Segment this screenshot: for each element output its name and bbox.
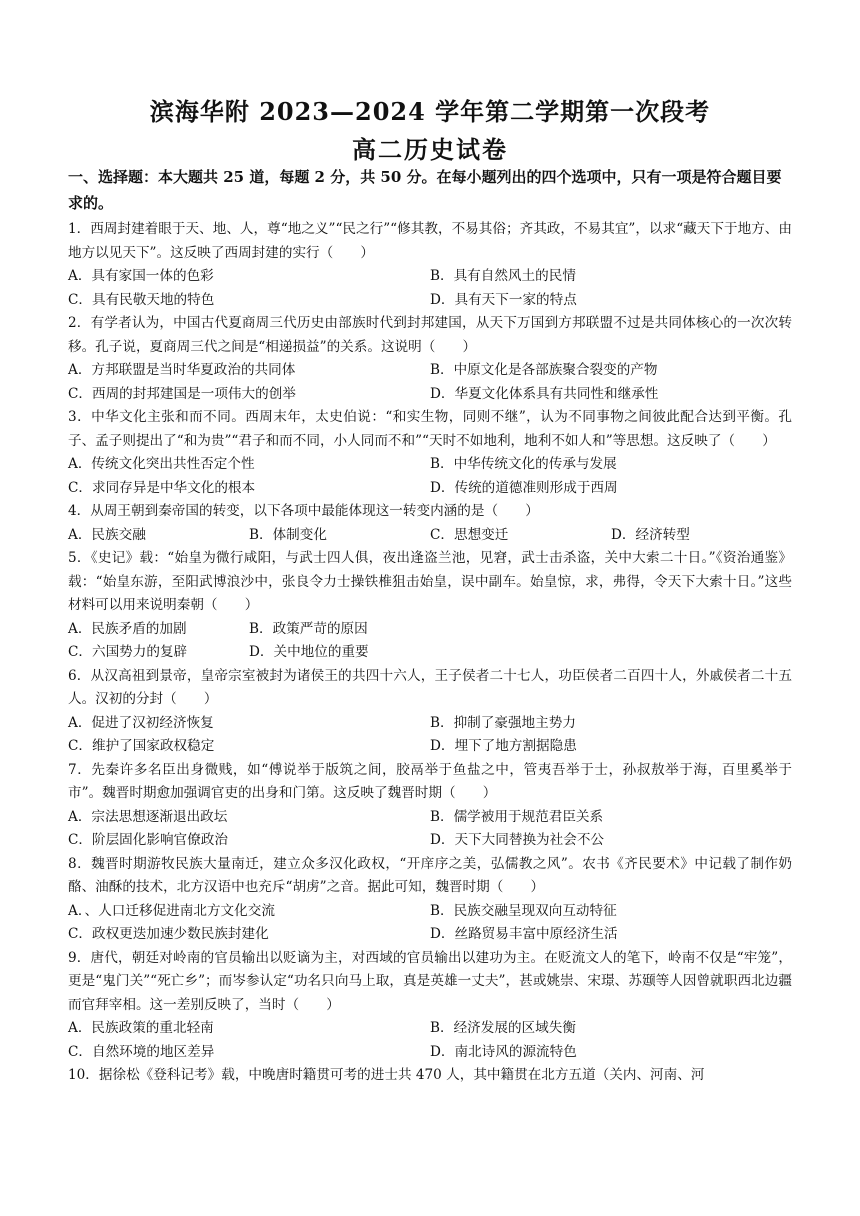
option-d: D．埋下了地方割据隐患: [430, 738, 577, 754]
question-options: [68, 524, 792, 548]
question-stem: 7．先秦许多名臣出身微贱，如“傅说举于版筑之间，胶鬲举于鱼盐之中，管夷吾举于士，孙叔敖举于海，百里奚举于市”。魏晋时期愈加强调官吏的出身和门第。这反映了魏晋时期（ ）: [68, 761, 792, 801]
option-c: C．思想变迁: [430, 526, 509, 543]
question-options: [68, 900, 792, 947]
question-7: [68, 759, 792, 853]
option-d: D．具有天下一家的特点: [430, 291, 577, 308]
option-c: C．政权更迭加速少数民族封建化: [68, 926, 269, 942]
option-d: D．关中地位的重要: [249, 644, 369, 660]
option-c: C．自然环境的地区差异: [68, 1043, 215, 1060]
question-options: [68, 618, 792, 665]
option-d: D．经济转型: [611, 526, 690, 543]
option-b: B．经济发展的区域失衡: [430, 1020, 576, 1036]
question-options: [68, 265, 792, 312]
question-6: [68, 665, 792, 759]
question-stem: 10．据徐松《登科记考》载，中晚唐时籍贯可考的进士共 470 人，其中籍贯在北方五道（关内、河南、河: [68, 1067, 705, 1083]
option-a: A．方邦联盟是当时华夏政治的共同体: [68, 362, 296, 378]
option-d: D．传统的道德准则形成于西周: [430, 479, 618, 496]
question-8: [68, 853, 792, 947]
option-c: C．维护了国家政权稳定: [68, 738, 215, 754]
option-a: A．民族矛盾的加剧: [68, 620, 187, 637]
option-a: A．、人口迁移促进南北方文化交流: [68, 902, 275, 919]
option-a: A．具有家国一体的色彩: [68, 268, 214, 284]
question-stem: 2．有学者认为，中国古代夏商周三代历史由部族时代到封邦建国，从天下万国到方邦联盟不过是共同体核心的一次次转移。孔子说，夏商周三代之间是“相递损益”的关系。这说明（ ）: [68, 315, 792, 355]
question-options: [68, 806, 792, 853]
question-2: [68, 312, 792, 406]
question-stem: 6．从汉高祖到景帝，皇帝宗室被封为诸侯王的共四十六人，王子侯者二十七人，功臣侯者二百四十人，外戚侯者二十五人。汉初的分封（ ）: [68, 667, 792, 707]
option-d: D．天下大同替换为社会不公: [430, 832, 605, 848]
question-stem: 1．西周封建着眼于天、地、人，尊“地之义”“民之行”“修其教，不易其俗；齐其政，不易其宜”，以求“藏天下于地方、由地方以见天下”。这反映了西周封建的实行（ ）: [68, 221, 792, 261]
question-stem: 8．魏晋时期游牧民族大量南迁，建立众多汉化政权，“开庠序之美，弘儒教之风”。农书《齐民要术》中记载了制作奶酪、油酥的技术，北方汉语中也充斥“胡虏”之音。据此可知，魏晋时期（ ）: [68, 855, 792, 895]
question-1: [68, 218, 792, 312]
option-c: C．具有民敬天地的特色: [68, 291, 215, 308]
exam-title: 滨海华附 2023—2024 学年第二学期第一次段考: [149, 97, 711, 126]
question-4: [68, 500, 792, 547]
option-c: C．六国势力的复辟: [68, 644, 188, 660]
option-c: C．西周的封邦建国是一项伟大的创举: [68, 385, 296, 402]
option-c: C．阶层固化影响官僚政治: [68, 832, 228, 848]
question-options: [68, 1017, 792, 1064]
section-heading: 一、选择题：本大题共 25 道，每题 2 分，共 50 分。在每小题列出的四个选项中，只有一项是符合题目要求的。: [68, 168, 782, 212]
option-a: A．民族交融: [68, 526, 146, 543]
option-c: C．求同存异是中华文化的根本: [68, 479, 256, 496]
question-stem: 3．中华文化主张和而不同。西周末年，太史伯说：“和实生物，同则不继”，认为不同事物之间彼此配合达到平衡。孔子、孟子则提出了“和为贵”“君子和而不同，小人同而不和”“天时不如地利，地利不如人和”等思想。这反映了（ ）: [68, 409, 792, 449]
option-a: A．民族政策的重北轻南: [68, 1020, 214, 1036]
question-9: [68, 947, 792, 1065]
option-b: B．儒学被用于规范君臣关系: [430, 808, 604, 825]
question-options: [68, 359, 792, 406]
option-a: A．促进了汉初经济恢复: [68, 714, 214, 731]
question-stem: 5．《史记》载：“始皇为微行咸阳，与武士四人俱，夜出逢盗兰池，见窘，武士击杀盗，关中大索二十日。”《资治通鉴》载：“始皇东游，至阳武博浪沙中，张良令力士操铁椎狙击始皇，误中副车。始皇惊，求，弗得，令天下大索十日。”这些材料可以用来说明秦朝（ ）: [68, 550, 792, 613]
option-b: B．具有自然风土的民情: [430, 268, 576, 284]
question-options: [68, 453, 792, 500]
option-d: D．南北诗风的源流特色: [430, 1043, 577, 1060]
exam-subtitle: 高二历史试卷: [352, 135, 508, 164]
option-b: B．民族交融呈现双向互动特征: [430, 902, 617, 919]
option-b: B．中华传统文化的传承与发展: [430, 456, 617, 472]
question-10: [68, 1064, 792, 1088]
exam-content: [68, 164, 792, 1088]
question-3: [68, 406, 792, 500]
question-options: [68, 712, 792, 759]
option-a: A．传统文化突出共性否定个性: [68, 456, 255, 472]
question-5: [68, 547, 792, 665]
option-d: D．丝路贸易丰富中原经济生活: [430, 926, 618, 942]
question-stem: 9．唐代，朝廷对岭南的官员输出以贬谪为主，对西域的官员输出以建功为主。在贬流文人的笔下，岭南不仅是“牢笼”，更是“鬼门关”“死亡乡”；而岑参认定“功名只向马上取，真是英雄一丈夫”，甚或姚崇、宋璟、苏颋等人因曾就职西北边疆而官拜宰相。这一差别反映了，当时（ ）: [68, 949, 792, 1013]
option-b: B．抑制了豪强地主势力: [430, 714, 576, 731]
question-stem: 4．从周王朝到秦帝国的转变，以下各项中最能体现这一转变内涵的是（ ）: [68, 503, 539, 519]
option-b: B．体制变化: [249, 526, 327, 543]
option-b: B．政策严苛的原因: [249, 620, 368, 637]
option-a: A．宗法思想逐渐退出政坛: [68, 808, 228, 825]
option-d: D．华夏文化体系具有共同性和继承性: [430, 385, 659, 402]
option-b: B．中原文化是各部族聚合裂变的产物: [430, 362, 658, 378]
